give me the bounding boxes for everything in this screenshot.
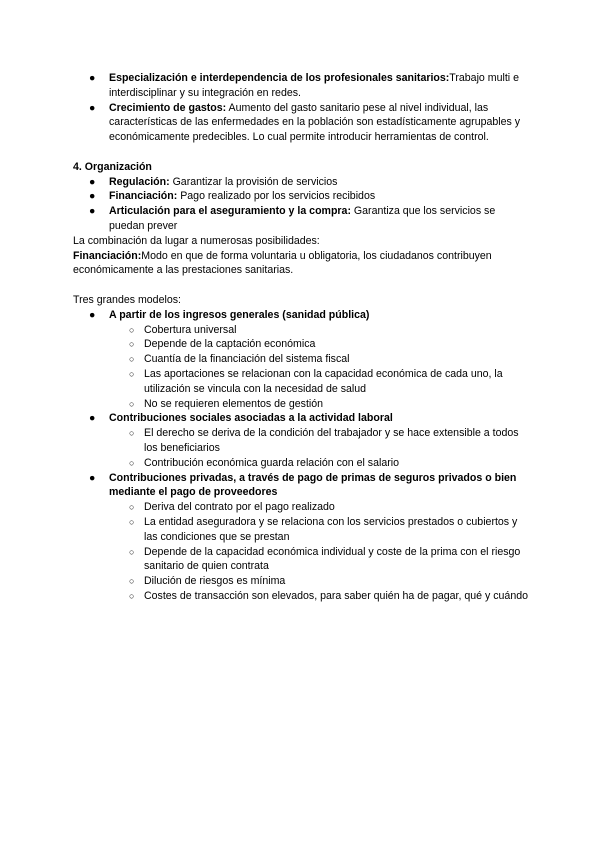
bullet-icon: ● <box>89 471 96 484</box>
bullet-text: Trabajo multi e interdisciplinar y su integración en redes. <box>109 72 519 99</box>
circle-bullet-icon: ○ <box>129 546 135 557</box>
sub-item-text: Cobertura universal <box>144 323 237 336</box>
sub-item-text: Depende de la captación económica <box>144 338 316 351</box>
bullet-icon: ● <box>89 308 96 321</box>
sub-list-item <box>73 500 533 515</box>
sub-list-item <box>73 574 533 589</box>
circle-bullet-icon: ○ <box>129 428 135 439</box>
circle-bullet-icon: ○ <box>129 502 135 513</box>
combination-paragraph: La combinación da lugar a numerosas posibilidades: <box>73 234 320 247</box>
section-heading: 4. Organización <box>73 160 152 173</box>
model-title: Contribuciones sociales asociadas a la actividad laboral <box>109 412 393 425</box>
bullet-icon: ● <box>89 412 96 425</box>
bullet-icon: ● <box>89 205 96 218</box>
sub-item-text: Costes de transacción son elevados, para saber quién ha de pagar, qué y cuándo <box>144 589 528 602</box>
bullet-text: Pago realizado por los servicios recibidos <box>177 190 376 203</box>
circle-bullet-icon: ○ <box>129 576 135 587</box>
sub-item-text: Depende de la capacidad económica individual y coste de la prima con el riesgo sanitario de quien contrata <box>144 545 521 573</box>
list-item <box>73 204 533 234</box>
sub-list-item <box>73 397 533 412</box>
sub-item-text: Las aportaciones se relacionan con la capacidad económica de cada uno, la utilización se vincula con la necesidad de salud <box>144 367 503 395</box>
list-item <box>73 101 533 145</box>
sub-list-item <box>73 426 533 456</box>
sub-list-item <box>73 589 533 604</box>
spacer <box>73 278 533 293</box>
sub-item-text: La entidad aseguradora y se relaciona con los servicios prestados o cubiertos y las condiciones que se prestan <box>144 515 518 543</box>
sub-list-item <box>73 352 533 367</box>
sub-list-item <box>73 323 533 338</box>
circle-bullet-icon: ○ <box>129 324 135 335</box>
financiacion-label: Financiación: <box>73 249 142 262</box>
circle-bullet-icon: ○ <box>129 590 135 601</box>
document-page <box>73 71 533 604</box>
sub-list-item <box>73 367 533 397</box>
circle-bullet-icon: ○ <box>129 516 135 527</box>
list-item <box>73 189 533 204</box>
sub-item-text: Dilución de riesgos es mínima <box>144 575 286 588</box>
sub-list-item <box>73 337 533 352</box>
circle-bullet-icon: ○ <box>129 398 135 409</box>
model-title: A partir de los ingresos generales (sanidad pública) <box>109 308 370 321</box>
model-item <box>73 411 533 426</box>
bullet-title: Crecimiento de gastos: <box>109 101 227 114</box>
sub-item-text: Cuantía de la financiación del sistema fiscal <box>144 353 350 366</box>
bullet-title: Especialización e interdependencia de los profesionales sanitarios: <box>109 72 450 84</box>
bullet-title: Regulación: <box>109 175 170 188</box>
list-item <box>73 175 533 190</box>
sub-list-item <box>73 456 533 471</box>
financiacion-paragraph <box>73 249 533 279</box>
model-item <box>73 471 533 501</box>
bullet-icon: ● <box>89 175 96 188</box>
bullet-icon: ● <box>89 72 96 84</box>
financiacion-text: Modo en que de forma voluntaria u obligatoria, los ciudadanos contribuyen económicamente a las prestaciones sanitarias. <box>73 249 492 277</box>
list-item <box>73 71 533 101</box>
models-intro: Tres grandes modelos: <box>73 293 181 306</box>
model-item <box>73 308 533 323</box>
bullet-title: Financiación: <box>109 190 178 203</box>
bullet-icon: ● <box>89 190 96 203</box>
model-title: Contribuciones privadas, a través de pago de primas de seguros privados o bien mediante el pago de proveedores <box>109 471 517 499</box>
bullet-icon: ● <box>89 101 96 114</box>
sub-item-text: No se requieren elementos de gestión <box>144 397 324 410</box>
circle-bullet-icon: ○ <box>129 368 135 379</box>
sub-item-text: El derecho se deriva de la condición del trabajador y se hace extensible a todos los beneficiarios <box>144 427 519 454</box>
bullet-title: Articulación para el aseguramiento y la compra: <box>109 205 351 218</box>
sub-list-item <box>73 515 533 545</box>
sub-item-text: Deriva del contrato por el pago realizado <box>144 501 335 514</box>
circle-bullet-icon: ○ <box>129 354 135 365</box>
models-list <box>73 308 533 604</box>
sub-item-text: Contribución económica guarda relación con el salario <box>144 456 399 469</box>
bullet-text: Garantiza que los servicios se puedan prever <box>109 205 496 232</box>
bullet-text: Garantizar la provisión de servicios <box>169 175 338 188</box>
circle-bullet-icon: ○ <box>129 457 135 468</box>
bullet-text: Aumento del gasto sanitario pese al nivel individual, las características de las enfermedades en la población son estadísticamente agrupables y económicamente predecibles. Lo cual permite introducir herramientas de control. <box>109 101 521 144</box>
sub-list-item <box>73 545 533 575</box>
circle-bullet-icon: ○ <box>129 339 135 350</box>
spacer <box>73 145 533 160</box>
